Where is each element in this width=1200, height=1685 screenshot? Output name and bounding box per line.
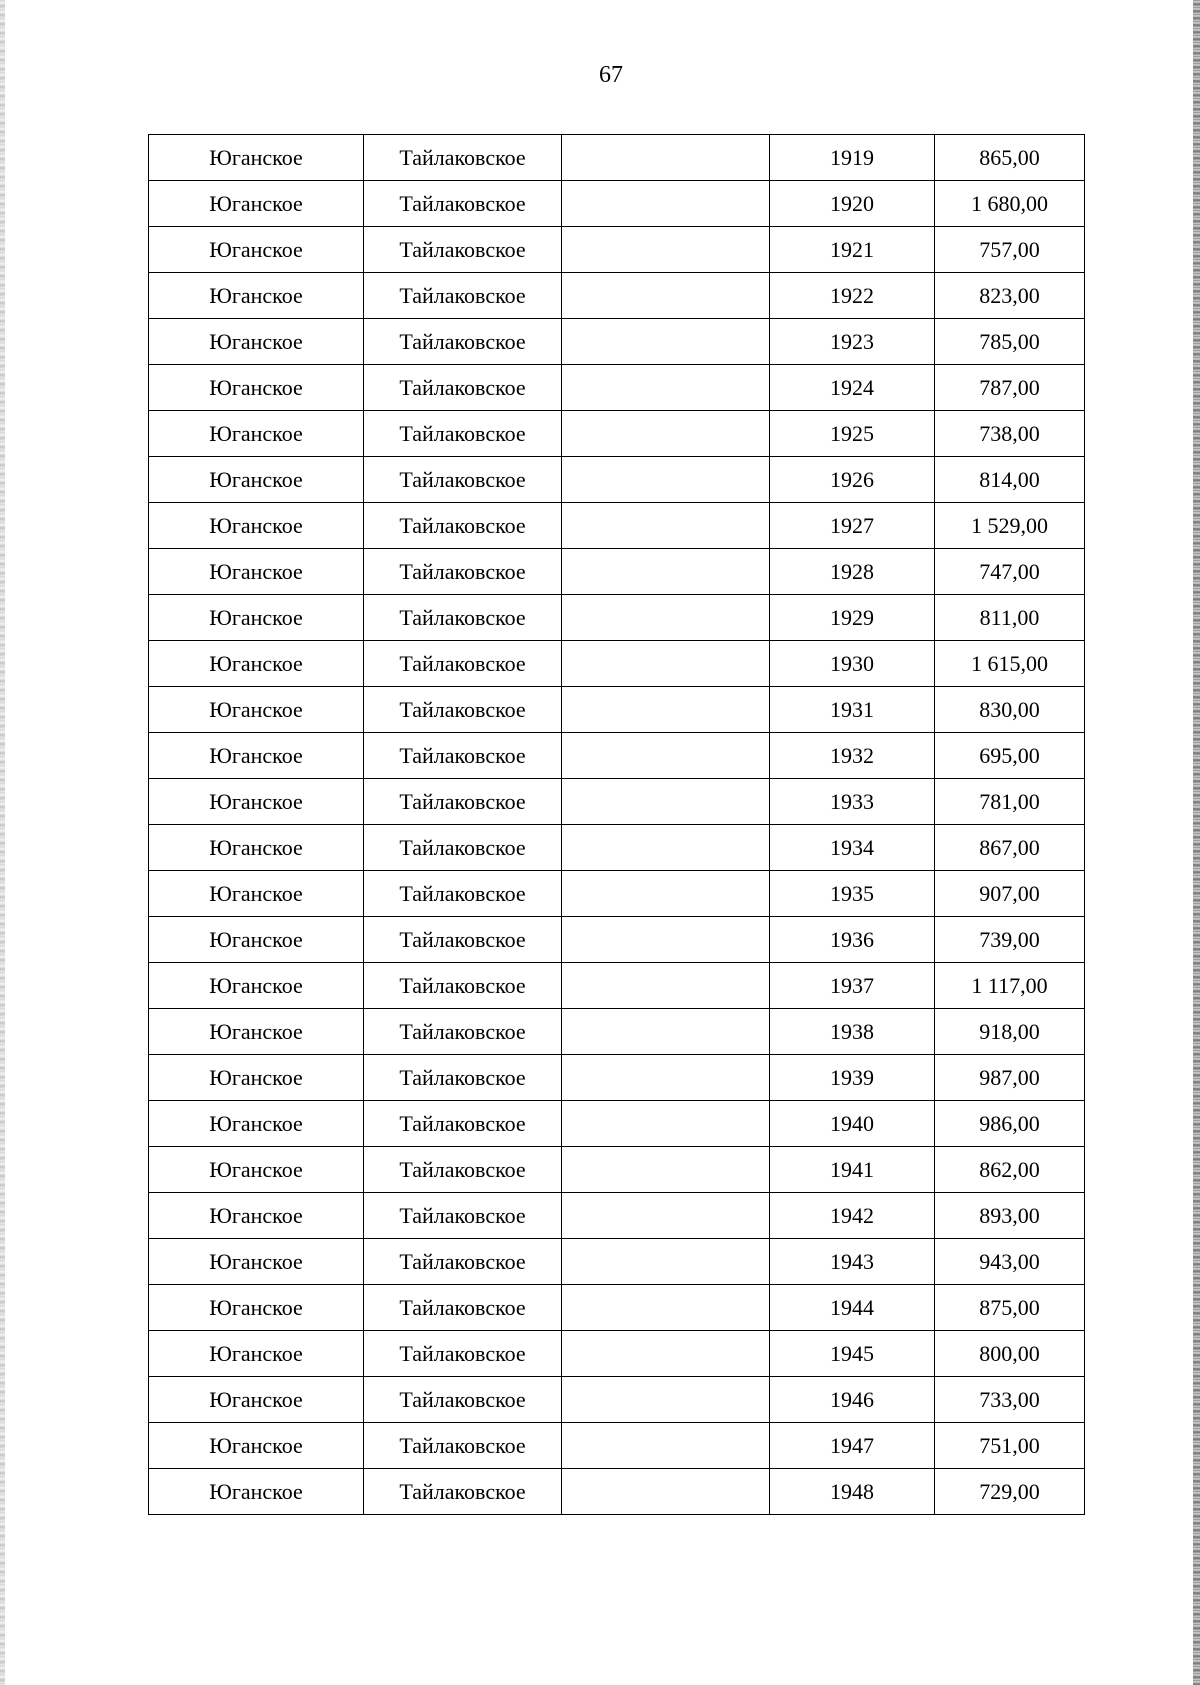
- cell-value: 1 615,00: [935, 641, 1085, 687]
- cell-area: Тайлаковское: [364, 1147, 562, 1193]
- cell-value: 862,00: [935, 1147, 1085, 1193]
- cell-value: 781,00: [935, 779, 1085, 825]
- cell-field: Юганское: [149, 779, 364, 825]
- cell-area: Тайлаковское: [364, 733, 562, 779]
- table-row: [149, 595, 1085, 641]
- cell-number: 1923: [770, 319, 935, 365]
- cell-blank: [562, 457, 770, 503]
- table-row: [149, 549, 1085, 595]
- cell-number: 1928: [770, 549, 935, 595]
- cell-number: 1925: [770, 411, 935, 457]
- cell-area: Тайлаковское: [364, 273, 562, 319]
- table-row: [149, 641, 1085, 687]
- cell-value: 738,00: [935, 411, 1085, 457]
- cell-area: Тайлаковское: [364, 1469, 562, 1515]
- cell-value: 729,00: [935, 1469, 1085, 1515]
- cell-value: 757,00: [935, 227, 1085, 273]
- cell-blank: [562, 1009, 770, 1055]
- table-row: [149, 1193, 1085, 1239]
- table-row: [149, 687, 1085, 733]
- cell-area: Тайлаковское: [364, 595, 562, 641]
- cell-number: 1922: [770, 273, 935, 319]
- cell-field: Юганское: [149, 1331, 364, 1377]
- cell-blank: [562, 319, 770, 365]
- cell-number: 1921: [770, 227, 935, 273]
- table-row: [149, 273, 1085, 319]
- cell-area: Тайлаковское: [364, 825, 562, 871]
- cell-area: Тайлаковское: [364, 1285, 562, 1331]
- data-table: [148, 134, 1085, 1515]
- table-row: [149, 1239, 1085, 1285]
- cell-field: Юганское: [149, 1239, 364, 1285]
- scan-edge-left: [0, 0, 5, 1685]
- cell-area: Тайлаковское: [364, 549, 562, 595]
- cell-field: Юганское: [149, 411, 364, 457]
- cell-number: 1946: [770, 1377, 935, 1423]
- cell-field: Юганское: [149, 641, 364, 687]
- table-row: [149, 411, 1085, 457]
- cell-field: Юганское: [149, 365, 364, 411]
- cell-field: Юганское: [149, 181, 364, 227]
- table-row: [149, 1331, 1085, 1377]
- cell-field: Юганское: [149, 687, 364, 733]
- cell-number: 1935: [770, 871, 935, 917]
- table-row: [149, 779, 1085, 825]
- cell-number: 1927: [770, 503, 935, 549]
- cell-blank: [562, 365, 770, 411]
- cell-blank: [562, 135, 770, 181]
- table-row: [149, 227, 1085, 273]
- cell-blank: [562, 181, 770, 227]
- table-row: [149, 733, 1085, 779]
- cell-field: Юганское: [149, 825, 364, 871]
- cell-area: Тайлаковское: [364, 779, 562, 825]
- cell-field: Юганское: [149, 1101, 364, 1147]
- cell-field: Юганское: [149, 273, 364, 319]
- cell-area: Тайлаковское: [364, 917, 562, 963]
- cell-area: Тайлаковское: [364, 963, 562, 1009]
- cell-blank: [562, 273, 770, 319]
- cell-blank: [562, 1377, 770, 1423]
- cell-field: Юганское: [149, 871, 364, 917]
- cell-number: 1947: [770, 1423, 935, 1469]
- cell-area: Тайлаковское: [364, 871, 562, 917]
- cell-value: 867,00: [935, 825, 1085, 871]
- cell-blank: [562, 1331, 770, 1377]
- cell-blank: [562, 411, 770, 457]
- cell-area: Тайлаковское: [364, 641, 562, 687]
- cell-field: Юганское: [149, 1193, 364, 1239]
- cell-field: Юганское: [149, 963, 364, 1009]
- cell-blank: [562, 871, 770, 917]
- cell-field: Юганское: [149, 319, 364, 365]
- cell-area: Тайлаковское: [364, 687, 562, 733]
- cell-field: Юганское: [149, 457, 364, 503]
- cell-blank: [562, 1147, 770, 1193]
- cell-value: 987,00: [935, 1055, 1085, 1101]
- cell-number: 1948: [770, 1469, 935, 1515]
- cell-blank: [562, 779, 770, 825]
- cell-area: Тайлаковское: [364, 181, 562, 227]
- table-row: [149, 503, 1085, 549]
- cell-blank: [562, 549, 770, 595]
- table-row: [149, 917, 1085, 963]
- cell-area: Тайлаковское: [364, 457, 562, 503]
- cell-field: Юганское: [149, 503, 364, 549]
- cell-number: 1934: [770, 825, 935, 871]
- cell-value: 943,00: [935, 1239, 1085, 1285]
- table-row: [149, 963, 1085, 1009]
- cell-value: 875,00: [935, 1285, 1085, 1331]
- cell-value: 865,00: [935, 135, 1085, 181]
- cell-blank: [562, 503, 770, 549]
- cell-area: Тайлаковское: [364, 365, 562, 411]
- table-row: [149, 1423, 1085, 1469]
- cell-value: 1 529,00: [935, 503, 1085, 549]
- table-row: [149, 1101, 1085, 1147]
- table-row: [149, 825, 1085, 871]
- cell-number: 1919: [770, 135, 935, 181]
- cell-number: 1936: [770, 917, 935, 963]
- table-row: [149, 365, 1085, 411]
- cell-blank: [562, 1101, 770, 1147]
- cell-number: 1942: [770, 1193, 935, 1239]
- cell-value: 800,00: [935, 1331, 1085, 1377]
- cell-value: 733,00: [935, 1377, 1085, 1423]
- cell-area: Тайлаковское: [364, 411, 562, 457]
- cell-area: Тайлаковское: [364, 1377, 562, 1423]
- cell-value: 751,00: [935, 1423, 1085, 1469]
- cell-area: Тайлаковское: [364, 135, 562, 181]
- cell-number: 1924: [770, 365, 935, 411]
- table-row: [149, 1147, 1085, 1193]
- cell-field: Юганское: [149, 135, 364, 181]
- cell-field: Юганское: [149, 917, 364, 963]
- cell-value: 893,00: [935, 1193, 1085, 1239]
- cell-blank: [562, 1193, 770, 1239]
- table-row: [149, 181, 1085, 227]
- cell-value: 785,00: [935, 319, 1085, 365]
- cell-value: 814,00: [935, 457, 1085, 503]
- cell-value: 830,00: [935, 687, 1085, 733]
- cell-area: Тайлаковское: [364, 1009, 562, 1055]
- scan-edge-right: [1193, 0, 1200, 1685]
- cell-field: Юганское: [149, 1009, 364, 1055]
- cell-number: 1929: [770, 595, 935, 641]
- cell-blank: [562, 595, 770, 641]
- cell-number: 1933: [770, 779, 935, 825]
- table-row: [149, 1469, 1085, 1515]
- cell-value: 1 680,00: [935, 181, 1085, 227]
- table-row: [149, 1055, 1085, 1101]
- table-row: [149, 135, 1085, 181]
- cell-blank: [562, 1055, 770, 1101]
- cell-blank: [562, 1423, 770, 1469]
- cell-field: Юганское: [149, 1469, 364, 1515]
- cell-field: Юганское: [149, 1055, 364, 1101]
- table-row: [149, 1285, 1085, 1331]
- cell-field: Юганское: [149, 549, 364, 595]
- cell-value: 787,00: [935, 365, 1085, 411]
- cell-number: 1945: [770, 1331, 935, 1377]
- cell-field: Юганское: [149, 1285, 364, 1331]
- cell-field: Юганское: [149, 595, 364, 641]
- cell-value: 907,00: [935, 871, 1085, 917]
- cell-number: 1943: [770, 1239, 935, 1285]
- cell-value: 986,00: [935, 1101, 1085, 1147]
- table-row: [149, 1009, 1085, 1055]
- cell-blank: [562, 687, 770, 733]
- cell-number: 1920: [770, 181, 935, 227]
- table-row: [149, 871, 1085, 917]
- cell-area: Тайлаковское: [364, 1331, 562, 1377]
- cell-area: Тайлаковское: [364, 227, 562, 273]
- cell-value: 918,00: [935, 1009, 1085, 1055]
- page-number: 67: [599, 62, 623, 88]
- cell-number: 1930: [770, 641, 935, 687]
- cell-blank: [562, 1285, 770, 1331]
- cell-number: 1944: [770, 1285, 935, 1331]
- cell-value: 695,00: [935, 733, 1085, 779]
- cell-number: 1938: [770, 1009, 935, 1055]
- cell-number: 1941: [770, 1147, 935, 1193]
- table-row: [149, 457, 1085, 503]
- cell-area: Тайлаковское: [364, 319, 562, 365]
- cell-value: 823,00: [935, 273, 1085, 319]
- cell-number: 1937: [770, 963, 935, 1009]
- cell-area: Тайлаковское: [364, 1055, 562, 1101]
- cell-number: 1931: [770, 687, 935, 733]
- cell-field: Юганское: [149, 733, 364, 779]
- cell-area: Тайлаковское: [364, 1423, 562, 1469]
- cell-blank: [562, 641, 770, 687]
- cell-field: Юганское: [149, 1377, 364, 1423]
- cell-area: Тайлаковское: [364, 1239, 562, 1285]
- cell-number: 1932: [770, 733, 935, 779]
- cell-value: 811,00: [935, 595, 1085, 641]
- cell-blank: [562, 1239, 770, 1285]
- cell-blank: [562, 227, 770, 273]
- cell-number: 1939: [770, 1055, 935, 1101]
- cell-field: Юганское: [149, 1147, 364, 1193]
- cell-blank: [562, 917, 770, 963]
- cell-value: 1 117,00: [935, 963, 1085, 1009]
- cell-area: Тайлаковское: [364, 503, 562, 549]
- cell-field: Юганское: [149, 227, 364, 273]
- cell-field: Юганское: [149, 1423, 364, 1469]
- cell-blank: [562, 1469, 770, 1515]
- table-row: [149, 1377, 1085, 1423]
- table-row: [149, 319, 1085, 365]
- cell-blank: [562, 733, 770, 779]
- cell-area: Тайлаковское: [364, 1193, 562, 1239]
- cell-value: 739,00: [935, 917, 1085, 963]
- cell-value: 747,00: [935, 549, 1085, 595]
- cell-blank: [562, 963, 770, 1009]
- cell-number: 1940: [770, 1101, 935, 1147]
- cell-blank: [562, 825, 770, 871]
- table-body: [149, 135, 1085, 1515]
- cell-number: 1926: [770, 457, 935, 503]
- cell-area: Тайлаковское: [364, 1101, 562, 1147]
